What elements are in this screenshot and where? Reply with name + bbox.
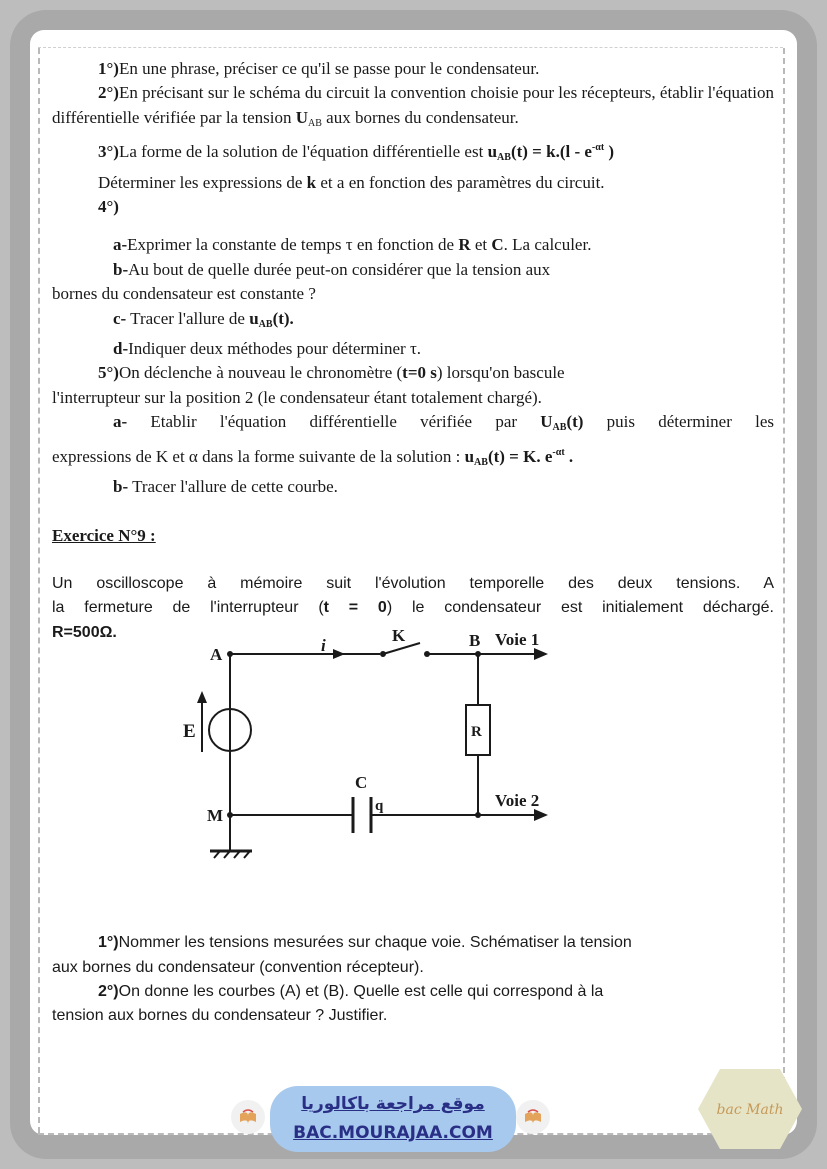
label-q: q — [375, 798, 384, 814]
label-b: B — [469, 631, 481, 650]
switch-contact — [424, 651, 430, 657]
border-right — [783, 48, 785, 1133]
ex9-q2: 2°)On donne les courbes (A) et (B). Quelle est celle qui correspond à la — [98, 982, 604, 1000]
ex8-q5a: a- Etablir l'équation différentielle vérifiée par $U_{AB}(t)$ puis déterminer les — [113, 412, 774, 434]
site-banner[interactable] — [270, 1086, 516, 1152]
banner-url-link[interactable]: BAC.MOURAJAA.COM — [293, 1123, 493, 1143]
ex9-q1-line2: aux bornes du condensateur (convention récepteur). — [52, 958, 424, 976]
site-logo-right — [516, 1100, 550, 1134]
ex8-q3: 3°)La forme de la solution de l'équation différentielle est $u_{AB}(t) = k.(l - e^{-\alpha t}$ ) — [98, 142, 615, 164]
e-arrow-head — [197, 691, 207, 703]
ex8-q4d: d-Indiquer deux méthodes pour déterminer τ. — [113, 339, 422, 359]
ex8-q4: 4°) — [98, 197, 119, 217]
node-a — [227, 651, 233, 657]
border-top — [38, 47, 783, 48]
ex8-q5: 5°)On déclenche à nouveau le chronomètre (t=0 s) lorsqu'on bascule — [98, 363, 565, 383]
label-i: i — [321, 636, 326, 655]
border-left — [38, 48, 40, 1133]
bac-math-badge — [696, 1067, 804, 1151]
current-arrow — [333, 649, 345, 659]
ex8-q5-line2: l'interrupteur sur la position 2 (le condensateur étant totalement chargé). — [52, 387, 542, 407]
switch-pivot — [380, 651, 386, 657]
ex8-q5b: b- Tracer l'allure de cette courbe. — [113, 477, 338, 497]
ex8-q5a-line2: expressions de K et α dans la forme suivante de la solution : $u_{AB}(t) = K$. $e^{-\alpha t}$ . — [52, 446, 574, 468]
ex9-title: Exercice N°9 : — [52, 525, 156, 545]
ex9-intro-line2: la fermeture de l'interrupteur (t = 0) le condensateur est initialement déchargé. — [52, 599, 775, 617]
label-a: A — [210, 645, 223, 664]
label-m: M — [207, 806, 224, 825]
voie1-arrow — [534, 648, 548, 660]
site-logo-left — [231, 1100, 265, 1134]
node-bottom-right — [475, 812, 481, 818]
label-voie2: Voie 2 — [495, 791, 540, 810]
document-content — [52, 57, 774, 1029]
node-b — [475, 651, 481, 657]
ex8-q4a: a-Exprimer la constante de temps τ en fonction de R et C. La calculer. — [113, 235, 592, 255]
label-e: E — [183, 721, 196, 742]
ex8-q3-line2: Déterminer les expressions de k et a en fonction des paramètres du circuit. — [98, 172, 605, 192]
book-icon — [231, 1100, 265, 1134]
node-m — [227, 812, 233, 818]
badge-text: bac Math — [716, 1102, 784, 1118]
ex8-q2: 2°)En précisant sur le schéma du circuit la convention choisie pour les récepteurs, établir l'équation différentielle vérifiée par la tension $U_{AB}$ aux bornes du condensateur. — [52, 83, 774, 129]
label-k: K — [392, 626, 406, 645]
ex9-intro-line1: Un oscilloscope à mémoire suit l'évolution temporelle des deux tensions. A — [52, 574, 774, 592]
ex9-q1: 1°)Nommer les tensions mesurées sur chaque voie. Schématiser la tension — [98, 934, 632, 952]
ex9-q2-line2: tension aux bornes du condensateur ? Justifier. — [52, 1007, 388, 1025]
ex8-q4b: b-Au bout de quelle durée peut-on considérer que la tension aux — [113, 259, 551, 279]
label-c: C — [355, 773, 368, 792]
ex9-intro-line3: R=500Ω. — [52, 623, 117, 641]
banner-arabic-text: موقع مراجعة باكالوريا — [301, 1094, 485, 1114]
ex8-q4b-line2: bornes du condensateur est constante ? — [52, 284, 316, 304]
ex8-q4c: c- Tracer l'allure de $u_{AB}(t)$. — [113, 308, 294, 330]
ex8-q1: 1°)En une phrase, préciser ce qu'il se passe pour le condensateur. — [98, 59, 540, 78]
circuit-diagram — [180, 625, 560, 865]
book-icon — [516, 1100, 550, 1134]
label-r: R — [471, 724, 482, 740]
voie2-arrow — [534, 809, 548, 821]
label-voie1: Voie 1 — [495, 630, 540, 649]
